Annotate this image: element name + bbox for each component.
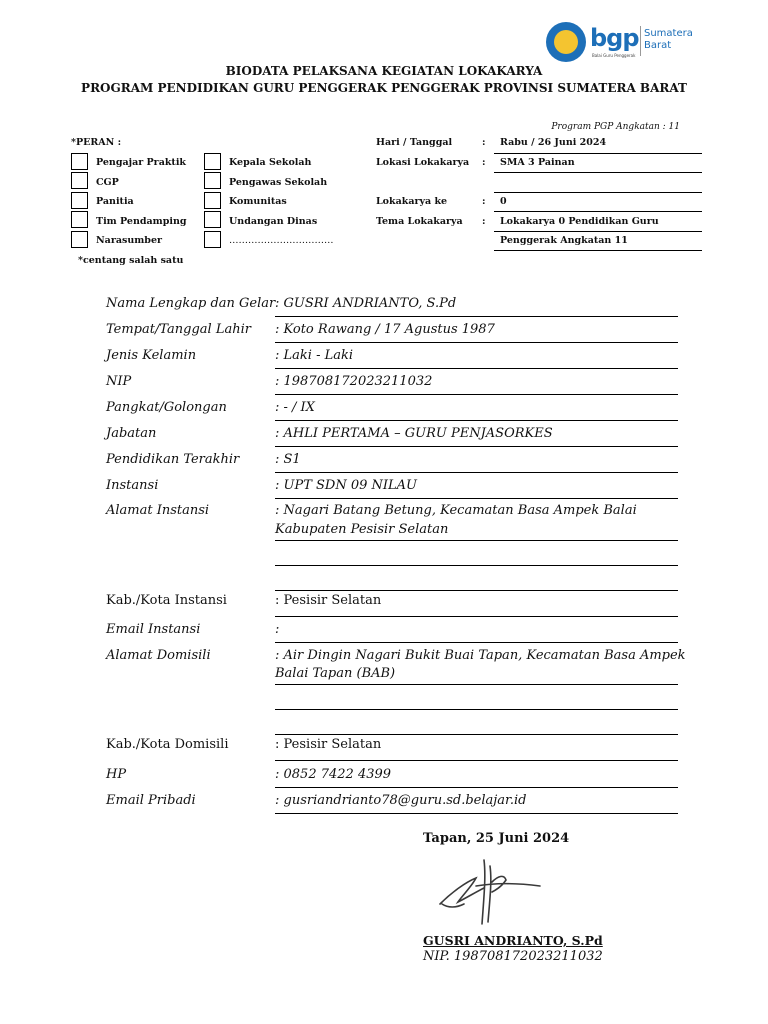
underline bbox=[275, 342, 678, 343]
underline bbox=[275, 498, 678, 499]
checkbox-lainnya[interactable] bbox=[204, 231, 221, 248]
alamat-instansi-label: Alamat Instansi bbox=[106, 503, 210, 518]
underline bbox=[275, 616, 678, 617]
tema-label: Tema Lokakarya bbox=[376, 216, 463, 227]
logo-brand: bgp bbox=[590, 24, 639, 52]
tema-value: Lokakarya 0 Pendidikan Guru bbox=[500, 216, 659, 227]
kab-instansi-label: Kab./Kota Instansi bbox=[106, 593, 227, 608]
underline bbox=[275, 472, 678, 473]
peran-option-label: Narasumber bbox=[96, 235, 162, 246]
document-title-line1: BIODATA PELAKSANA KEGIATAN LOKAKARYA bbox=[225, 64, 543, 78]
peran-option-label: Undangan Dinas bbox=[229, 216, 318, 227]
lokasi-value: SMA 3 Painan bbox=[500, 157, 575, 168]
logo-divider bbox=[640, 26, 641, 56]
signature-nip: NIP. 198708172023211032 bbox=[423, 949, 603, 964]
alamat-domisili-label: Alamat Domisili bbox=[106, 648, 211, 663]
peran-option-label: Komunitas bbox=[229, 196, 287, 207]
colon: : bbox=[482, 216, 486, 227]
underline bbox=[275, 368, 678, 369]
alamat-domisili-value-cont: Balai Tapan (BAB) bbox=[275, 666, 396, 681]
signature-name: GUSRI ANDRIANTO, S.Pd bbox=[423, 933, 603, 948]
email-instansi-label: Email Instansi bbox=[106, 622, 201, 637]
peran-option-label: Kepala Sekolah bbox=[229, 157, 312, 168]
alamat-instansi-value-cont: Kabupaten Pesisir Selatan bbox=[275, 522, 449, 537]
colon: : bbox=[482, 157, 486, 168]
lokakarya-value: 0 bbox=[500, 196, 507, 207]
kab-domisili-value: : Pesisir Selatan bbox=[275, 737, 382, 752]
underline bbox=[275, 590, 678, 591]
program-note: Program PGP Angkatan : 11 bbox=[551, 122, 680, 132]
underline bbox=[275, 760, 678, 761]
underline bbox=[275, 709, 678, 710]
jabatan-value: : AHLI PERTAMA – GURU PENJASORKES bbox=[275, 426, 553, 441]
peran-option-label: Pengajar Praktik bbox=[96, 157, 187, 168]
kab-instansi-value: : Pesisir Selatan bbox=[275, 593, 382, 608]
hari-value: Rabu / 26 Juni 2024 bbox=[500, 137, 607, 148]
underline bbox=[275, 734, 678, 735]
document-title-line2: PROGRAM PENDIDIKAN GURU PENGGERAK PENGGERAK PROVINSI SUMATERA BARAT bbox=[81, 81, 687, 95]
underline bbox=[275, 316, 678, 317]
instansi-label: Instansi bbox=[106, 478, 159, 493]
checkbox-panitia[interactable] bbox=[71, 192, 88, 209]
alamat-domisili-value: : Air Dingin Nagari Bukit Buai Tapan, Kecamatan Basa Ampek bbox=[275, 648, 686, 663]
handwritten-signature-icon bbox=[432, 852, 552, 932]
underline bbox=[275, 446, 678, 447]
email-pribadi-value: : gusriandrianto78@guru.sd.belajar.id bbox=[275, 793, 527, 808]
jabatan-label: Jabatan bbox=[106, 426, 157, 441]
logo-brand-sub: Balai Guru Penggerak bbox=[592, 53, 636, 58]
logo-region bbox=[644, 28, 693, 52]
peran-option-label: Tim Pendamping bbox=[96, 216, 187, 227]
ttl-value: : Koto Rawang / 17 Agustus 1987 bbox=[275, 322, 495, 337]
peran-option-label: Panitia bbox=[96, 196, 134, 207]
checkbox-pengajar-praktik[interactable] bbox=[71, 153, 88, 170]
peran-heading: *PERAN : bbox=[71, 137, 122, 148]
logo-region-line1: Sumatera bbox=[644, 28, 693, 39]
pendidikan-label: Pendidikan Terakhir bbox=[106, 452, 240, 467]
checkbox-kepala-sekolah[interactable] bbox=[204, 153, 221, 170]
underline bbox=[494, 192, 702, 193]
lokakarya-label: Lokakarya ke bbox=[376, 196, 448, 207]
bgp-logo bbox=[546, 20, 696, 64]
email-pribadi-label: Email Pribadi bbox=[106, 793, 196, 808]
underline bbox=[275, 787, 678, 788]
hari-label: Hari / Tanggal bbox=[376, 137, 453, 148]
peran-note: *centang salah satu bbox=[78, 255, 184, 266]
pendidikan-value: : S1 bbox=[275, 452, 301, 467]
underline bbox=[275, 420, 678, 421]
checkbox-komunitas[interactable] bbox=[204, 192, 221, 209]
underline bbox=[494, 231, 702, 232]
underline bbox=[275, 642, 678, 643]
pangkat-value: : - / IX bbox=[275, 400, 315, 415]
checkbox-undangan-dinas[interactable] bbox=[204, 211, 221, 228]
alamat-instansi-value: : Nagari Batang Betung, Kecamatan Basa Ampek Balai bbox=[275, 503, 637, 518]
checkbox-cgp[interactable] bbox=[71, 172, 88, 189]
underline bbox=[275, 813, 678, 814]
underline bbox=[275, 684, 678, 685]
checkbox-narasumber[interactable] bbox=[71, 231, 88, 248]
checkbox-pengawas-sekolah[interactable] bbox=[204, 172, 221, 189]
underline bbox=[494, 211, 702, 212]
checkbox-tim-pendamping[interactable] bbox=[71, 211, 88, 228]
colon: : bbox=[482, 137, 486, 148]
underline bbox=[494, 153, 702, 154]
underline bbox=[494, 250, 702, 251]
logo-region-line2: Barat bbox=[644, 40, 672, 51]
tema-value-cont: Penggerak Angkatan 11 bbox=[500, 235, 628, 246]
lokasi-label: Lokasi Lokakarya bbox=[376, 157, 470, 168]
peran-option-label: …………………………… bbox=[229, 235, 334, 246]
tut-wuri-handayani-seal-icon bbox=[546, 22, 586, 62]
pangkat-label: Pangkat/Golongan bbox=[106, 400, 227, 415]
nip-label: NIP bbox=[106, 374, 132, 389]
nip-value: : 198708172023211032 bbox=[275, 374, 433, 389]
underline bbox=[275, 540, 678, 541]
peran-option-label: Pengawas Sekolah bbox=[229, 177, 328, 188]
underline bbox=[494, 172, 702, 173]
colon: : bbox=[482, 196, 486, 207]
underline bbox=[275, 565, 678, 566]
instansi-value: : UPT SDN 09 NILAU bbox=[275, 478, 418, 493]
kab-domisili-label: Kab./Kota Domisili bbox=[106, 737, 229, 752]
ttl-label: Tempat/Tanggal Lahir bbox=[106, 322, 251, 337]
signature-place-date: Tapan, 25 Juni 2024 bbox=[423, 831, 570, 846]
email-instansi-value: : bbox=[275, 622, 280, 637]
nama-value: : GUSRI ANDRIANTO, S.Pd bbox=[275, 296, 457, 311]
hp-value: : 0852 7422 4399 bbox=[275, 767, 392, 782]
nama-label: Nama Lengkap dan Gelar bbox=[106, 296, 276, 311]
underline bbox=[275, 394, 678, 395]
jenis-kelamin-value: : Laki - Laki bbox=[275, 348, 354, 363]
peran-option-label: CGP bbox=[96, 177, 119, 188]
jenis-kelamin-label: Jenis Kelamin bbox=[106, 348, 197, 363]
hp-label: HP bbox=[106, 767, 127, 782]
